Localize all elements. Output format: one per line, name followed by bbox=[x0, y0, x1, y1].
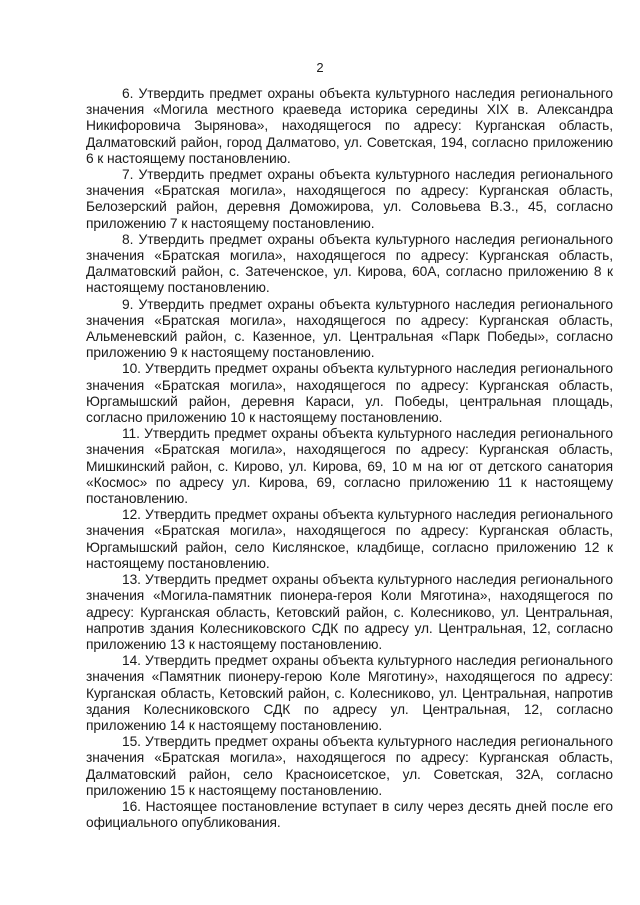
paragraph-item-15: 15. Утвердить предмет охраны объекта культурного наследия регионального значения «Братская могила», находящегося по адресу: Курганская область, Далматовский район, село Красноисетское, ул. Советская, 32А, согласно приложению 15 к настоящему постановлению. bbox=[86, 734, 613, 798]
paragraph-item-7: 7. Утвердить предмет охраны объекта культурного наследия регионального значения «Братская могила», находящегося по адресу: Курганская область, Белозерский район, деревня Доможирова, ул. Соловьева В.З., 45, согласно приложению 7 к настоящему постановлению. bbox=[86, 167, 613, 231]
paragraph-item-13: 13. Утвердить предмет охраны объекта культурного наследия регионального значения «Могила-памятник пионера-героя Коли Мяготина», находящегося по адресу: Курганская область, Кетовский район, с. Колесниково, ул. Центральная, напротив здания Колесниковского СДК по адресу ул. Центральная, 12, согласно приложению 13 к настоящему постановлению. bbox=[86, 572, 613, 652]
paragraph-item-9: 9. Утвердить предмет охраны объекта культурного наследия регионального значения «Братская могила», находящегося по адресу: Курганская область, Альменевский район, с. Казенное, ул. Центральная «Парк Победы», согласно приложению 9 к настоящему постановлению. bbox=[86, 296, 613, 361]
paragraph-item-14: 14. Утвердить предмет охраны объекта культурного наследия регионального значения «Памятник пионеру-герою Коле Мяготину», находящегося по адресу: Курганская область, Кетовский район, с. Колесниково, ул. Центральная, напротив здания Колесниковского СДК по адресу ул. Центральная, 12, согласно приложению 14 к настоящему постановлению. bbox=[86, 653, 613, 733]
document-body bbox=[86, 86, 613, 831]
paragraph-item-6: 6. Утвердить предмет охраны объекта культурного наследия регионального значения «Могила местного краеведа историка середины XIX в. Александра Никифоровича Зырянова», находящегося по адресу: Курганская область, Далматовский район, город Далматово, ул. Советская, 194, согласно приложению 6 к настоящему постановлению. bbox=[86, 86, 613, 166]
paragraph-item-8: 8. Утвердить предмет охраны объекта культурного наследия регионального значения «Братская могила», находящегося по адресу: Курганская область, Далматовский район, с. Затеченское, ул. Кирова, 60А, согласно приложению 8 к настоящему постановлению. bbox=[86, 231, 613, 296]
page-number: 2 bbox=[316, 60, 324, 75]
paragraph-item-10: 10. Утвердить предмет охраны объекта культурного наследия регионального значения «Братская могила», находящегося по адресу: Курганская область, Юргамышский район, деревня Караси, ул. Победы, центральная площадь, согласно приложению 10 к настоящему постановлению. bbox=[86, 361, 613, 426]
paragraph-item-16: 16. Настоящее постановление вступает в силу через десять дней после его официального опубликования. bbox=[86, 798, 613, 831]
paragraph-item-12: 12. Утвердить предмет охраны объекта культурного наследия регионального значения «Братская могила», находящегося по адресу: Курганская область, Юргамышский район, село Кислянское, кладбище, согласно приложению 12 к настоящему постановлению. bbox=[86, 507, 613, 571]
paragraph-item-11: 11. Утвердить предмет охраны объекта культурного наследия регионального значения «Братская могила», находящегося по адресу: Курганская область, Мишкинский район, с. Кирово, ул. Кирова, 69, 10 м на юг от детского санатория «Космос» по адресу ул. Кирова, 69, согласно приложению 11 к настоящему постановлению. bbox=[86, 426, 613, 507]
